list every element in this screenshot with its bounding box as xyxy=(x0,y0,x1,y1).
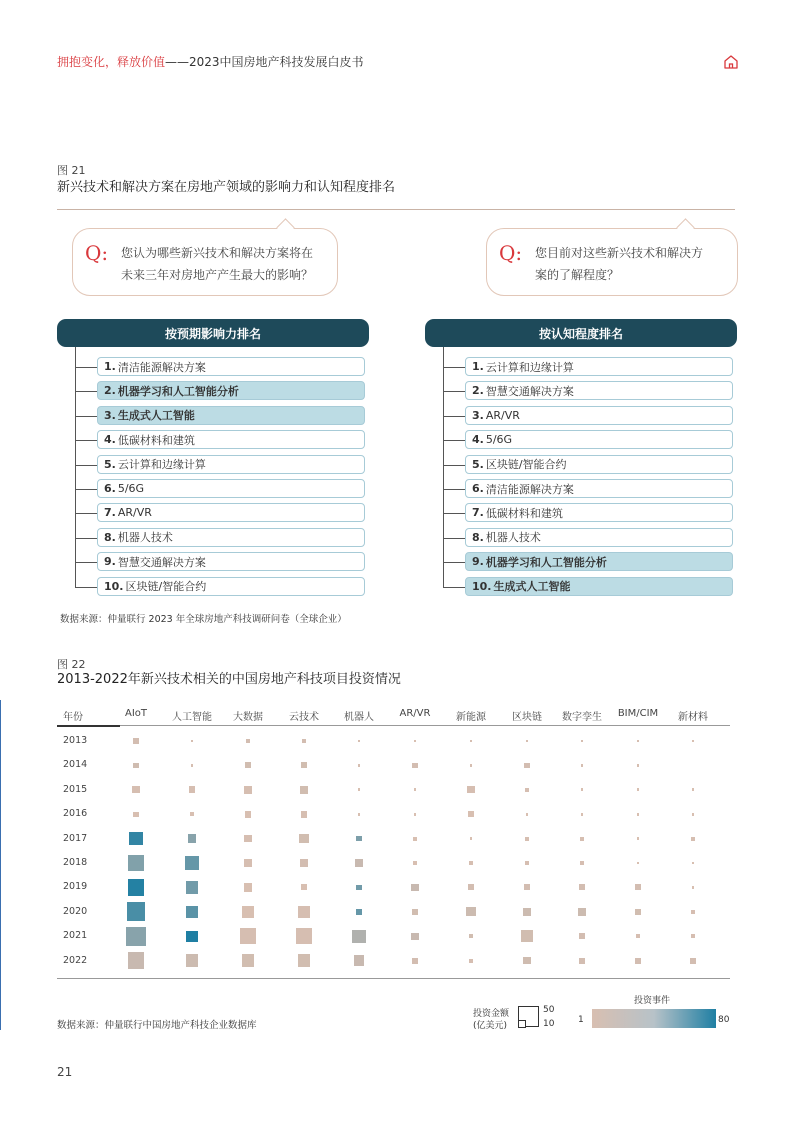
matrix-cell xyxy=(186,881,199,894)
ranking-item-label: 5/6G xyxy=(485,433,513,447)
matrix-cell xyxy=(412,763,417,768)
matrix-cell xyxy=(191,764,194,767)
matrix-cell xyxy=(352,930,365,943)
figure-21-number: 图 21 xyxy=(57,164,86,177)
matrix-cell xyxy=(185,856,199,870)
matrix-cell xyxy=(581,813,584,816)
ranking-item-number: 4. xyxy=(472,433,484,447)
matrix-cell xyxy=(637,740,640,743)
tree-connector-tick xyxy=(75,367,98,368)
tree-connector-tick xyxy=(75,489,98,490)
right-question-line-2: 案的了解程度？ xyxy=(535,268,620,282)
matrix-cell xyxy=(412,958,418,964)
matrix-cell xyxy=(301,884,307,890)
matrix-column-header: AR/VR xyxy=(399,708,431,719)
ranking-item-number: 6. xyxy=(472,482,484,495)
page-edge-marker xyxy=(0,700,1,1030)
matrix-cell xyxy=(636,934,640,938)
matrix-column-header: BIM/CIM xyxy=(617,708,659,719)
ranking-item-label: AR/VR xyxy=(485,408,520,422)
figure-22-number: 图 22 xyxy=(57,658,86,671)
matrix-cell xyxy=(526,813,529,816)
legend-amount-unit: (亿美元) xyxy=(473,1021,508,1031)
left-question-bubble xyxy=(72,228,338,296)
matrix-year-label: 2013 xyxy=(63,735,88,746)
page-number: 21 xyxy=(57,1065,73,1079)
document-header-title xyxy=(57,53,364,70)
ranking-item xyxy=(97,528,365,547)
matrix-cell xyxy=(526,740,529,743)
matrix-cell xyxy=(525,837,529,841)
matrix-year-label: 2015 xyxy=(63,783,88,795)
matrix-cell xyxy=(358,788,361,791)
matrix-cell xyxy=(692,740,695,743)
matrix-year-label: 2017 xyxy=(63,832,88,844)
ranking-item-label: 云计算和边缘计算 xyxy=(117,458,206,472)
matrix-column-header: 新能源 xyxy=(456,712,486,723)
matrix-cell xyxy=(242,906,254,918)
ranking-item-label: 机器学习和人工智能分析 xyxy=(117,384,239,398)
legend-amount-min: 10 xyxy=(543,1019,555,1029)
tree-connector-tick xyxy=(75,513,98,514)
matrix-cell xyxy=(129,832,142,845)
matrix-column-header: 区块链 xyxy=(512,712,542,723)
tree-connector-tick xyxy=(443,367,466,368)
legend-color-gradient xyxy=(592,1009,716,1028)
legend-size-small xyxy=(518,1020,526,1028)
matrix-cell xyxy=(240,928,256,944)
ranking-item xyxy=(97,455,365,474)
tree-connector-tick xyxy=(75,538,98,539)
ranking-item-number: 7. xyxy=(104,506,116,520)
matrix-cell xyxy=(244,883,252,891)
matrix-cell xyxy=(128,879,144,895)
matrix-cell xyxy=(578,908,586,916)
tree-connector-tick xyxy=(443,465,466,466)
matrix-cell xyxy=(692,813,695,816)
matrix-cell xyxy=(358,813,361,816)
matrix-cell xyxy=(692,862,695,865)
matrix-cell xyxy=(524,763,529,768)
matrix-cell xyxy=(579,933,585,939)
figure-21-title: 新兴技术和解决方案在房地产领域的影响力和认知程度排名 xyxy=(57,180,396,195)
matrix-cell xyxy=(691,910,695,914)
figure-22-source: 数据来源：仲量联行中国房地产科技企业数据库 xyxy=(57,1020,257,1031)
ranking-item xyxy=(465,528,733,547)
ranking-item-number: 10. xyxy=(472,579,492,593)
ranking-item-label: 区块链/智能合约 xyxy=(485,458,567,472)
tree-connector-tick xyxy=(75,587,98,588)
ranking-item-number: 6. xyxy=(104,482,116,495)
header-title-rest: ——2023中国房地产科技发展白皮书 xyxy=(165,55,364,69)
matrix-column-header: 新材料 xyxy=(678,712,708,723)
matrix-cell xyxy=(470,837,473,840)
ranking-item-number: 8. xyxy=(472,530,484,544)
matrix-cell xyxy=(301,762,307,768)
matrix-cell xyxy=(132,786,139,793)
tree-connector-tick xyxy=(443,513,466,514)
matrix-cell xyxy=(580,837,584,841)
matrix-row-header: 年份 xyxy=(63,712,83,723)
matrix-cell xyxy=(467,786,474,793)
matrix-cell xyxy=(637,813,640,816)
ranking-item xyxy=(465,381,733,400)
matrix-cell xyxy=(356,909,362,915)
ranking-item xyxy=(97,577,365,596)
bubble-notch xyxy=(676,218,694,236)
header-title-highlight: 拥抱变化，释放价值 xyxy=(57,55,166,69)
matrix-cell xyxy=(300,859,307,866)
matrix-cell xyxy=(470,740,473,743)
left-question-line-2: 未来三年对房地产产生最大的影响？ xyxy=(121,268,314,282)
tree-connector-tick xyxy=(443,440,466,441)
question-mark-label: Q: xyxy=(85,241,109,265)
figure-22-title: 2013-2022年新兴技术相关的中国房地产科技项目投资情况 xyxy=(57,672,401,687)
ranking-item xyxy=(465,430,733,449)
ranking-item xyxy=(465,503,733,522)
ranking-item-label: 区块链/智能合约 xyxy=(125,580,207,594)
matrix-year-label: 2021 xyxy=(63,930,88,942)
matrix-column-header: 云技术 xyxy=(289,712,319,723)
matrix-cell xyxy=(523,908,531,916)
ranking-item xyxy=(465,479,733,498)
matrix-cell xyxy=(581,764,584,767)
matrix-cell xyxy=(524,884,530,890)
matrix-year-label: 2020 xyxy=(63,905,88,917)
legend-events-label: 投资事件 xyxy=(634,996,671,1006)
matrix-year-label: 2022 xyxy=(63,954,88,966)
matrix-cell xyxy=(581,740,584,743)
matrix-cell xyxy=(128,855,144,871)
tree-connector-line xyxy=(75,347,76,587)
matrix-header-rule xyxy=(120,725,730,726)
matrix-cell xyxy=(301,811,308,818)
tree-connector-tick xyxy=(75,465,98,466)
matrix-cell xyxy=(412,909,418,915)
matrix-cell xyxy=(692,886,695,889)
figure-21-divider xyxy=(57,209,735,210)
matrix-cell xyxy=(690,958,696,964)
matrix-cell xyxy=(245,811,252,818)
matrix-cell xyxy=(523,957,530,964)
ranking-item-label: 低碳材料和建筑 xyxy=(117,433,195,447)
ranking-item xyxy=(97,357,365,376)
ranking-item xyxy=(97,430,365,449)
matrix-cell xyxy=(691,837,695,841)
legend-amount-label: 投资金额 xyxy=(473,1009,510,1019)
matrix-cell xyxy=(637,764,640,767)
ranking-item-number: 4. xyxy=(104,433,116,447)
ranking-item xyxy=(465,406,733,425)
matrix-cell xyxy=(637,788,640,791)
ranking-item xyxy=(465,577,733,596)
matrix-cell xyxy=(414,740,416,742)
matrix-cell xyxy=(469,959,473,963)
matrix-cell xyxy=(189,786,196,793)
matrix-cell xyxy=(411,884,418,891)
legend-events-max: 80 xyxy=(718,1015,730,1025)
matrix-year-label: 2019 xyxy=(63,881,88,893)
matrix-cell xyxy=(579,884,585,890)
right-question-text xyxy=(535,242,703,286)
ranking-item-label: 清洁能源解决方案 xyxy=(485,482,574,496)
ranking-item xyxy=(97,503,365,522)
matrix-cell xyxy=(356,885,361,890)
matrix-cell xyxy=(133,763,138,768)
matrix-cell xyxy=(525,788,529,792)
matrix-bottom-rule xyxy=(57,978,730,979)
matrix-cell xyxy=(296,928,312,944)
matrix-cell xyxy=(521,930,533,942)
matrix-cell xyxy=(358,764,361,767)
ranking-item-label: 5/6G xyxy=(117,482,145,495)
matrix-cell xyxy=(186,906,198,918)
matrix-cell xyxy=(244,786,252,794)
ranking-item-number: 10. xyxy=(104,579,124,593)
matrix-cell xyxy=(411,933,418,940)
matrix-cell xyxy=(691,934,695,938)
ranking-item-number: 9. xyxy=(472,555,484,569)
matrix-cell xyxy=(469,861,473,865)
matrix-cell xyxy=(245,762,251,768)
ranking-item xyxy=(465,455,733,474)
matrix-cell xyxy=(298,906,311,919)
ranking-item xyxy=(97,406,365,425)
ranking-item-number: 5. xyxy=(472,457,484,471)
ranking-item xyxy=(465,552,733,571)
matrix-header-rule xyxy=(57,725,120,727)
matrix-cell xyxy=(470,764,473,767)
matrix-column-header: 数字孪生 xyxy=(562,712,602,723)
ranking-item-label: 智慧交通解决方案 xyxy=(117,555,206,569)
right-question-line-1: 您目前对这些新兴技术和解决方 xyxy=(535,246,704,260)
tree-connector-tick xyxy=(443,587,466,588)
tree-connector-tick xyxy=(75,440,98,441)
matrix-column-header: 大数据 xyxy=(233,712,263,723)
home-icon[interactable] xyxy=(722,53,740,71)
matrix-cell xyxy=(580,861,584,865)
matrix-cell xyxy=(468,884,474,890)
matrix-cell xyxy=(635,958,641,964)
matrix-cell xyxy=(299,834,308,843)
matrix-cell xyxy=(356,836,361,841)
tree-connector-tick xyxy=(443,416,466,417)
ranking-item-label: 生成式人工智能 xyxy=(493,580,571,594)
ranking-item xyxy=(97,381,365,400)
ranking-item-label: 机器人技术 xyxy=(117,531,173,545)
matrix-cell xyxy=(635,884,641,890)
tree-connector-tick xyxy=(75,562,98,563)
matrix-cell xyxy=(242,954,255,967)
matrix-cell xyxy=(581,788,584,791)
matrix-cell xyxy=(413,861,417,865)
matrix-cell xyxy=(246,739,250,743)
legend-amount-max: 50 xyxy=(543,1005,555,1015)
matrix-cell xyxy=(191,740,194,743)
ranking-item-number: 1. xyxy=(472,360,484,373)
matrix-column-header: 人工智能 xyxy=(172,712,212,723)
matrix-cell xyxy=(358,740,361,743)
legend-events-min: 1 xyxy=(578,1015,584,1025)
ranking-item-label: 云计算和边缘计算 xyxy=(485,360,574,374)
ranking-item-number: 1. xyxy=(104,360,116,373)
matrix-cell xyxy=(355,859,363,867)
ranking-item-label: 智慧交通解决方案 xyxy=(485,384,574,398)
ranking-item-number: 2. xyxy=(472,384,484,398)
matrix-cell xyxy=(298,954,311,967)
ranking-item-number: 5. xyxy=(104,457,116,471)
matrix-cell xyxy=(127,902,146,921)
ranking-item-number: 8. xyxy=(104,530,116,544)
right-question-bubble xyxy=(486,228,738,296)
ranking-item-number: 3. xyxy=(472,408,484,422)
bubble-notch xyxy=(276,218,294,236)
ranking-item-number: 7. xyxy=(472,506,484,520)
awareness-ranking-heading: 按认知程度排名 xyxy=(425,319,737,347)
tree-connector-tick xyxy=(443,562,466,563)
matrix-cell xyxy=(133,738,138,743)
ranking-item-label: 低碳材料和建筑 xyxy=(485,506,563,520)
ranking-item-label: 机器学习和人工智能分析 xyxy=(485,555,607,569)
tree-connector-tick xyxy=(75,391,98,392)
matrix-cell xyxy=(468,811,474,817)
tree-connector-tick xyxy=(443,489,466,490)
tree-connector-line xyxy=(443,347,444,587)
matrix-cell xyxy=(244,835,251,842)
ranking-item xyxy=(97,479,365,498)
matrix-year-label: 2018 xyxy=(63,857,88,868)
tree-connector-tick xyxy=(443,538,466,539)
tree-connector-tick xyxy=(443,391,466,392)
matrix-cell xyxy=(126,927,145,946)
ranking-item xyxy=(465,357,733,376)
matrix-column-header: AIoT xyxy=(124,708,148,719)
matrix-cell xyxy=(414,788,417,791)
ranking-item-label: 生成式人工智能 xyxy=(117,409,195,423)
tree-connector-tick xyxy=(75,416,98,417)
ranking-item-number: 2. xyxy=(104,384,116,398)
matrix-cell xyxy=(188,834,196,842)
matrix-cell xyxy=(354,955,364,965)
matrix-cell xyxy=(637,862,640,865)
matrix-cell xyxy=(637,837,640,840)
ranking-item-label: 机器人技术 xyxy=(485,531,541,545)
impact-ranking-heading: 按预期影响力排名 xyxy=(57,319,369,347)
matrix-cell xyxy=(186,931,197,942)
matrix-cell xyxy=(244,859,252,867)
matrix-cell xyxy=(133,812,138,817)
matrix-cell xyxy=(186,954,199,967)
matrix-cell xyxy=(300,786,308,794)
ranking-item-label: 清洁能源解决方案 xyxy=(117,360,206,374)
matrix-cell xyxy=(302,739,306,743)
matrix-cell xyxy=(414,813,417,816)
figure-21-source: 数据来源：仲量联行 2023 年全球房地产科技调研问卷（全球企业） xyxy=(60,614,347,625)
matrix-year-label: 2016 xyxy=(63,808,88,820)
left-question-line-1: 您认为哪些新兴技术和解决方案将在 xyxy=(121,246,314,260)
matrix-cell xyxy=(692,788,695,791)
matrix-column-header: 机器人 xyxy=(344,712,374,723)
question-mark-label: Q: xyxy=(499,241,523,265)
matrix-cell xyxy=(413,837,417,841)
ranking-item-label: AR/VR xyxy=(117,506,152,520)
matrix-cell xyxy=(190,812,194,816)
matrix-cell xyxy=(469,934,473,938)
left-question-text xyxy=(121,242,313,286)
matrix-cell xyxy=(579,958,585,964)
matrix-cell xyxy=(128,952,144,968)
ranking-item xyxy=(97,552,365,571)
matrix-cell xyxy=(466,907,475,916)
matrix-cell xyxy=(525,861,529,865)
matrix-cell xyxy=(635,909,641,915)
matrix-year-label: 2014 xyxy=(63,759,88,771)
ranking-item-number: 9. xyxy=(104,555,116,569)
ranking-item-number: 3. xyxy=(104,408,116,422)
